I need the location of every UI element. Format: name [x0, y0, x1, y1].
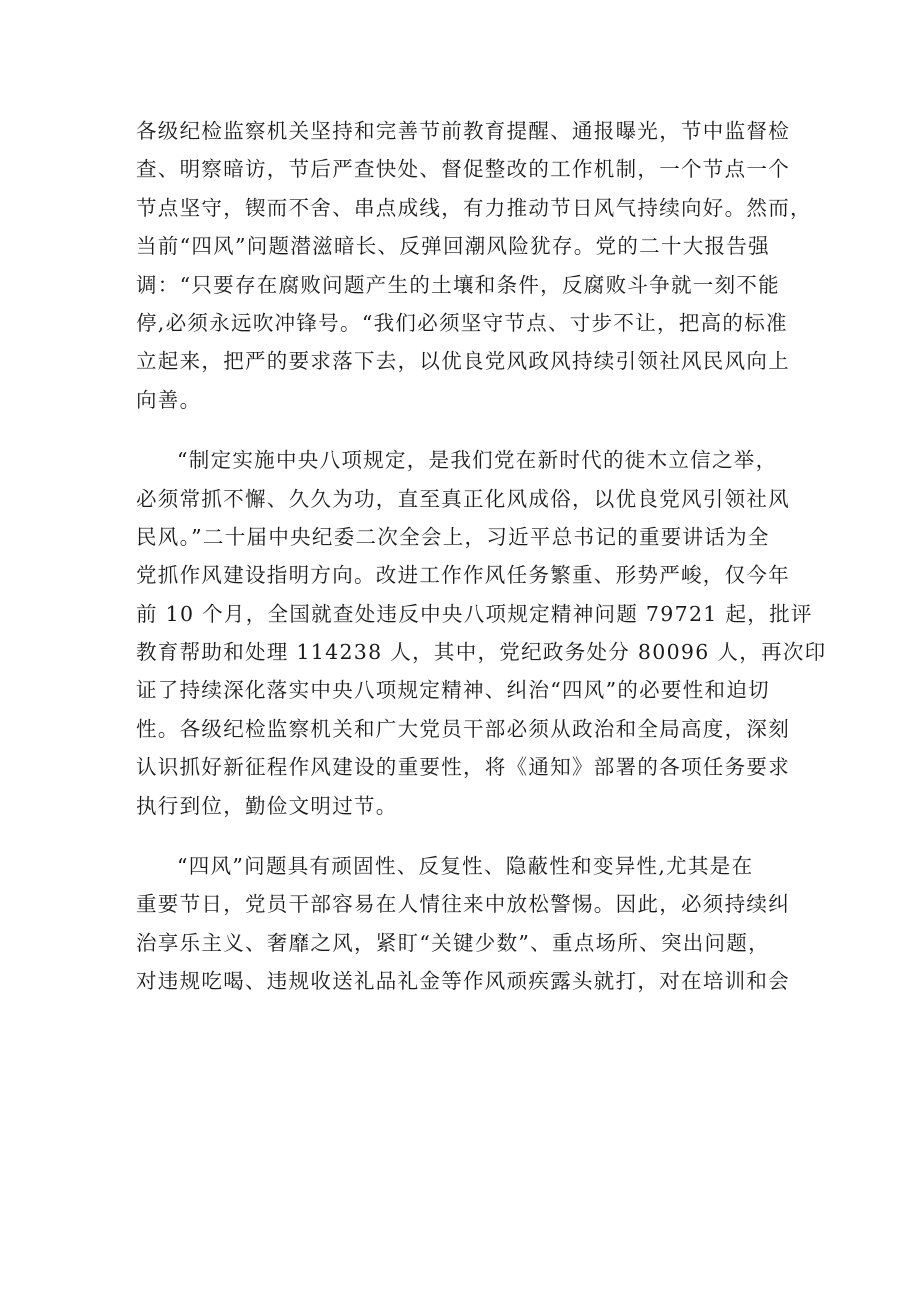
text-line: 前 10 个月，全国就查处违反中央八项规定精神问题 79721 起，批评: [136, 601, 813, 626]
text-line: 重要节日，党员干部容易在人情往来中放松警惕。因此，必须持续纠: [136, 892, 790, 917]
paragraph-2: [136, 441, 827, 825]
text-line: 民风。”二十届中央纪委二次全会上，习近平总书记的重要讲话为全: [136, 524, 770, 549]
text-line: 向善。: [136, 387, 202, 412]
text-line: 对违规吃喝、违规收送礼品礼金等作风顽疾露头就打，对在培训和会: [136, 969, 790, 994]
text-line: 治享乐主义、奢靡之风，紧盯“关键少数”、重点场所、突出问题，: [136, 930, 770, 955]
text-line: 调：“只要存在腐败问题产生的土壤和条件，反腐败斗争就一刻不能: [136, 272, 780, 297]
text-line: “四风”问题具有顽固性、反复性、隐蔽性和变异性,尤其是在: [177, 854, 754, 879]
paragraph-1: [136, 112, 812, 419]
text-line: 立起来，把严的要求落下去，以优良党风政风持续引领社风民风向上: [136, 349, 790, 374]
document-body: [136, 112, 827, 1001]
text-line: 各级纪检监察机关坚持和完善节前教育提醒、通报曝光，节中监督检: [136, 119, 790, 143]
text-line: 认识抓好新征程作风建设的重要性，将《通知》部署的各项任务要求: [136, 755, 790, 780]
text-line: 证了持续深化落实中央八项规定精神、纠治“四风”的必要性和迫切: [136, 678, 770, 703]
text-line: 执行到位，勤俭文明过节。: [136, 793, 398, 818]
text-line: 性。各级纪检监察机关和广大党员干部必须从政治和全局高度，深刻: [136, 716, 790, 741]
text-line: 停,必须永远吹冲锋号。“我们必须坚守节点、寸步不让，把高的标准: [136, 310, 788, 335]
text-line: 必须常抓不懈、久久为功，直至真正化风成俗，以优良党风引领社风: [136, 486, 790, 511]
text-line: “制定实施中央八项规定，是我们党在新时代的徙木立信之举，: [177, 448, 778, 473]
paragraph-3: [136, 847, 796, 1001]
text-line: 党抓作风建设指明方向。改进工作作风任务繁重、形势严峻，仅今年: [136, 563, 790, 588]
text-line: 节点坚守，锲而不舍、串点成线，有力推动节日风气持续向好。然而，: [136, 195, 812, 220]
text-line: 教育帮助和处理 114238 人，其中，党纪政务处分 80096 人，再次印: [136, 640, 827, 665]
text-line: 查、明察暗访，节后严查快处、督促整改的工作机制，一个节点一个: [136, 157, 790, 182]
text-line: 当前“四风”问题潜滋暗长、反弹回潮风险犹存。党的二十大报告强: [136, 234, 770, 259]
